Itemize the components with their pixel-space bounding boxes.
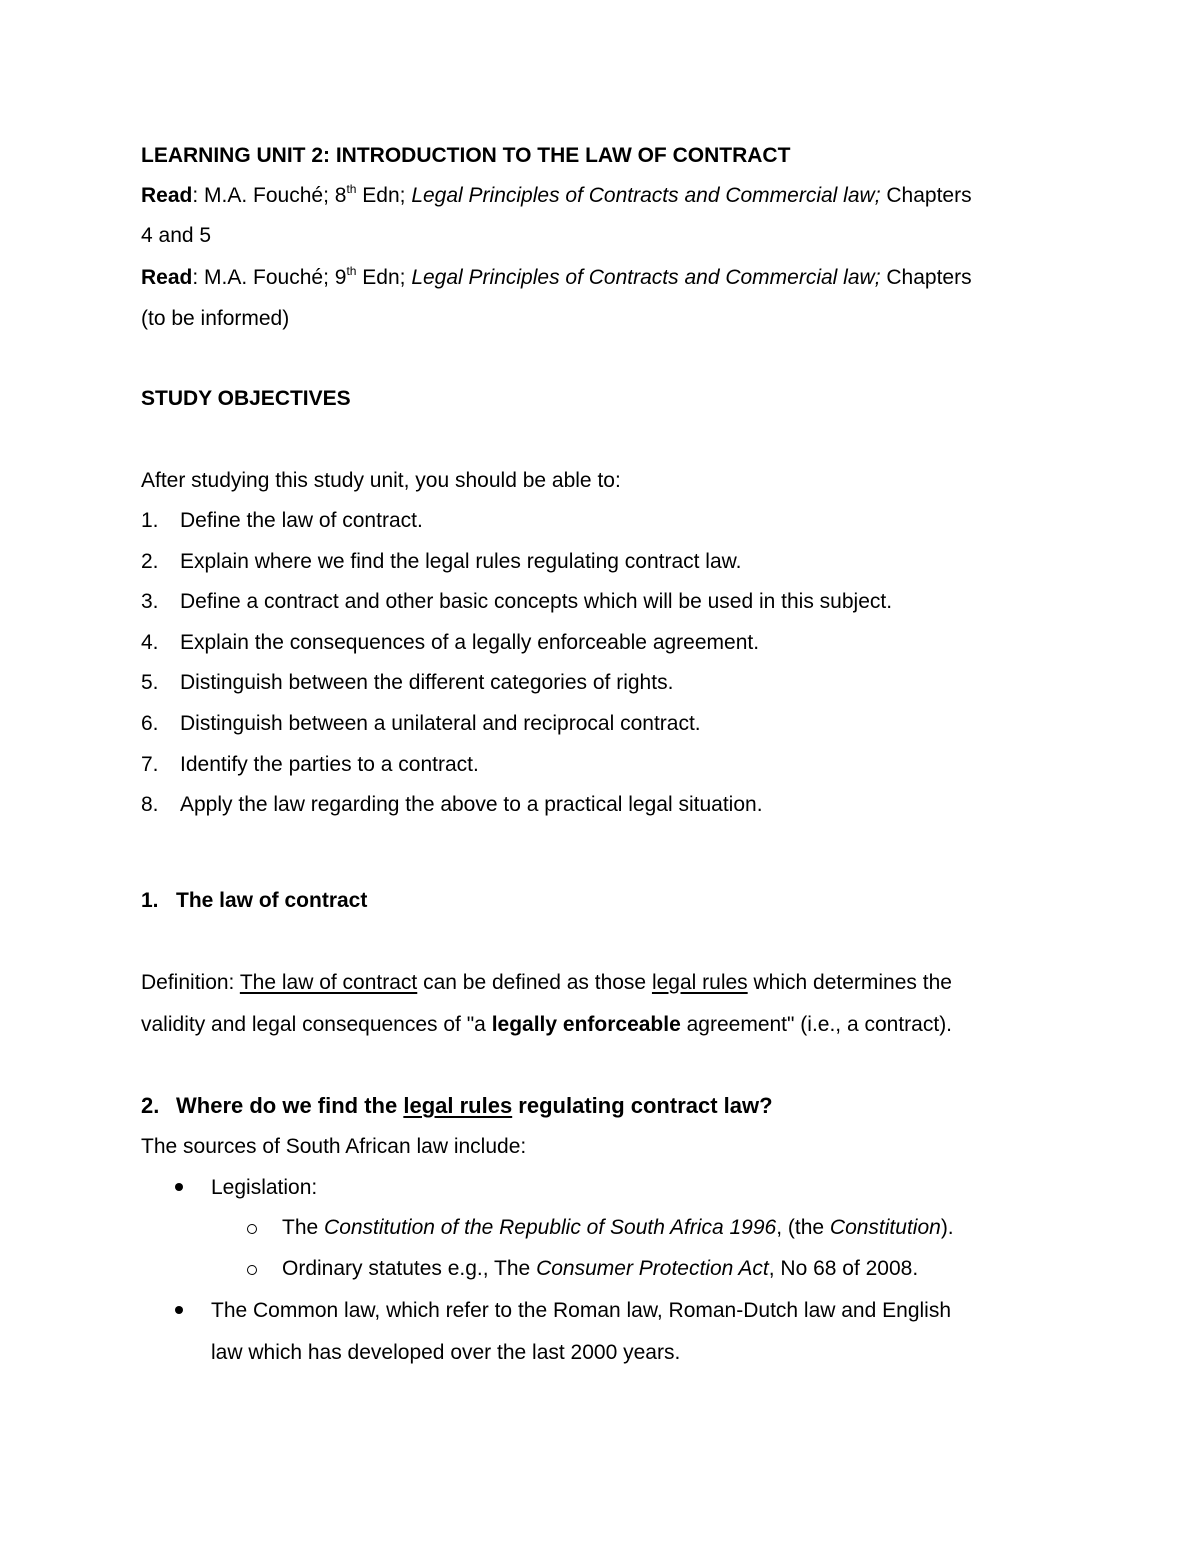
objective-number: 6. [141,712,159,735]
book-title: Legal Principles of Contracts and Commercial law; [411,184,881,207]
bullet-common-law-line-1: The Common law, which refer to the Roman law, Roman-Dutch law and English [211,1299,952,1322]
bullet-icon [175,1183,183,1191]
sub-bullet-icon [247,1265,257,1275]
objective-text: Define a contract and other basic concepts which will be used in this subject. [180,590,893,613]
objective-item [141,751,479,779]
term-law-of-contract: The law of contract [239,971,418,994]
objective-number: 5. [141,671,159,694]
objective-text: Identify the parties to a contract. [180,753,479,776]
objective-number: 2. [141,550,159,573]
reading-reference-9th-chapters: (to be informed) [141,307,290,330]
bullet-common-law-line-2: law which has developed over the last 2000 years. [211,1341,681,1364]
objective-text: Distinguish between a unilateral and reciprocal contract. [180,712,701,735]
objective-number: 3. [141,590,159,613]
definition-line-1: Definition: The law of contract can be defined as those legal rules which determines the [141,971,952,994]
objectives-intro: After studying this study unit, you should be able to: [141,469,621,492]
objective-text: Explain the consequences of a legally enforceable agreement. [180,631,760,654]
bullet-legislation: Legislation: [211,1176,318,1199]
section-2-heading: 2. Where do we find the legal rules regulating contract law? [141,1093,773,1118]
objective-text: Define the law of contract. [180,509,423,532]
read-label: Read [141,184,193,207]
objective-item [141,710,701,738]
sources-intro: The sources of South African law include: [141,1135,527,1158]
objective-item [141,791,763,819]
objective-item [141,507,423,535]
objective-number: 7. [141,753,159,776]
objective-number: 4. [141,631,159,654]
reading-reference-8th: Read: M.A. Fouché; 8th Edn; Legal Principles of Contracts and Commercial law; Chapters [141,182,972,207]
objective-item [141,548,741,576]
sub-bullet-icon [247,1224,257,1234]
sub-bullet-constitution: The Constitution of the Republic of South Africa 1996, (the Constitution). [282,1216,954,1239]
section-1-heading: 1. The law of contract [141,889,368,912]
bullet-icon [175,1306,183,1314]
page-title: LEARNING UNIT 2: INTRODUCTION TO THE LAW OF CONTRACT [141,144,791,167]
objective-number: 8. [141,793,159,816]
read-label: Read [141,266,193,289]
objective-item [141,669,673,697]
definition-line-2: validity and legal consequences of "a legally enforceable agreement" (i.e., a contract). [141,1013,953,1036]
reading-reference-8th-chapters: 4 and 5 [141,224,212,247]
objective-item [141,629,759,657]
objective-text: Apply the law regarding the above to a practical legal situation. [180,793,763,816]
sub-bullet-statutes: Ordinary statutes e.g., The Consumer Protection Act, No 68 of 2008. [282,1257,919,1280]
book-title: Legal Principles of Contracts and Commercial law; [411,266,881,289]
reading-reference-9th: Read: M.A. Fouché; 9th Edn; Legal Principles of Contracts and Commercial law; Chapters [141,264,972,289]
objective-text: Explain where we find the legal rules regulating contract law. [180,550,742,573]
objective-item [141,588,892,616]
objective-number: 1. [141,509,159,532]
objectives-heading: STUDY OBJECTIVES [141,387,351,410]
objective-text: Distinguish between the different categories of rights. [180,671,674,694]
term-legal-rules: legal rules [651,971,748,994]
